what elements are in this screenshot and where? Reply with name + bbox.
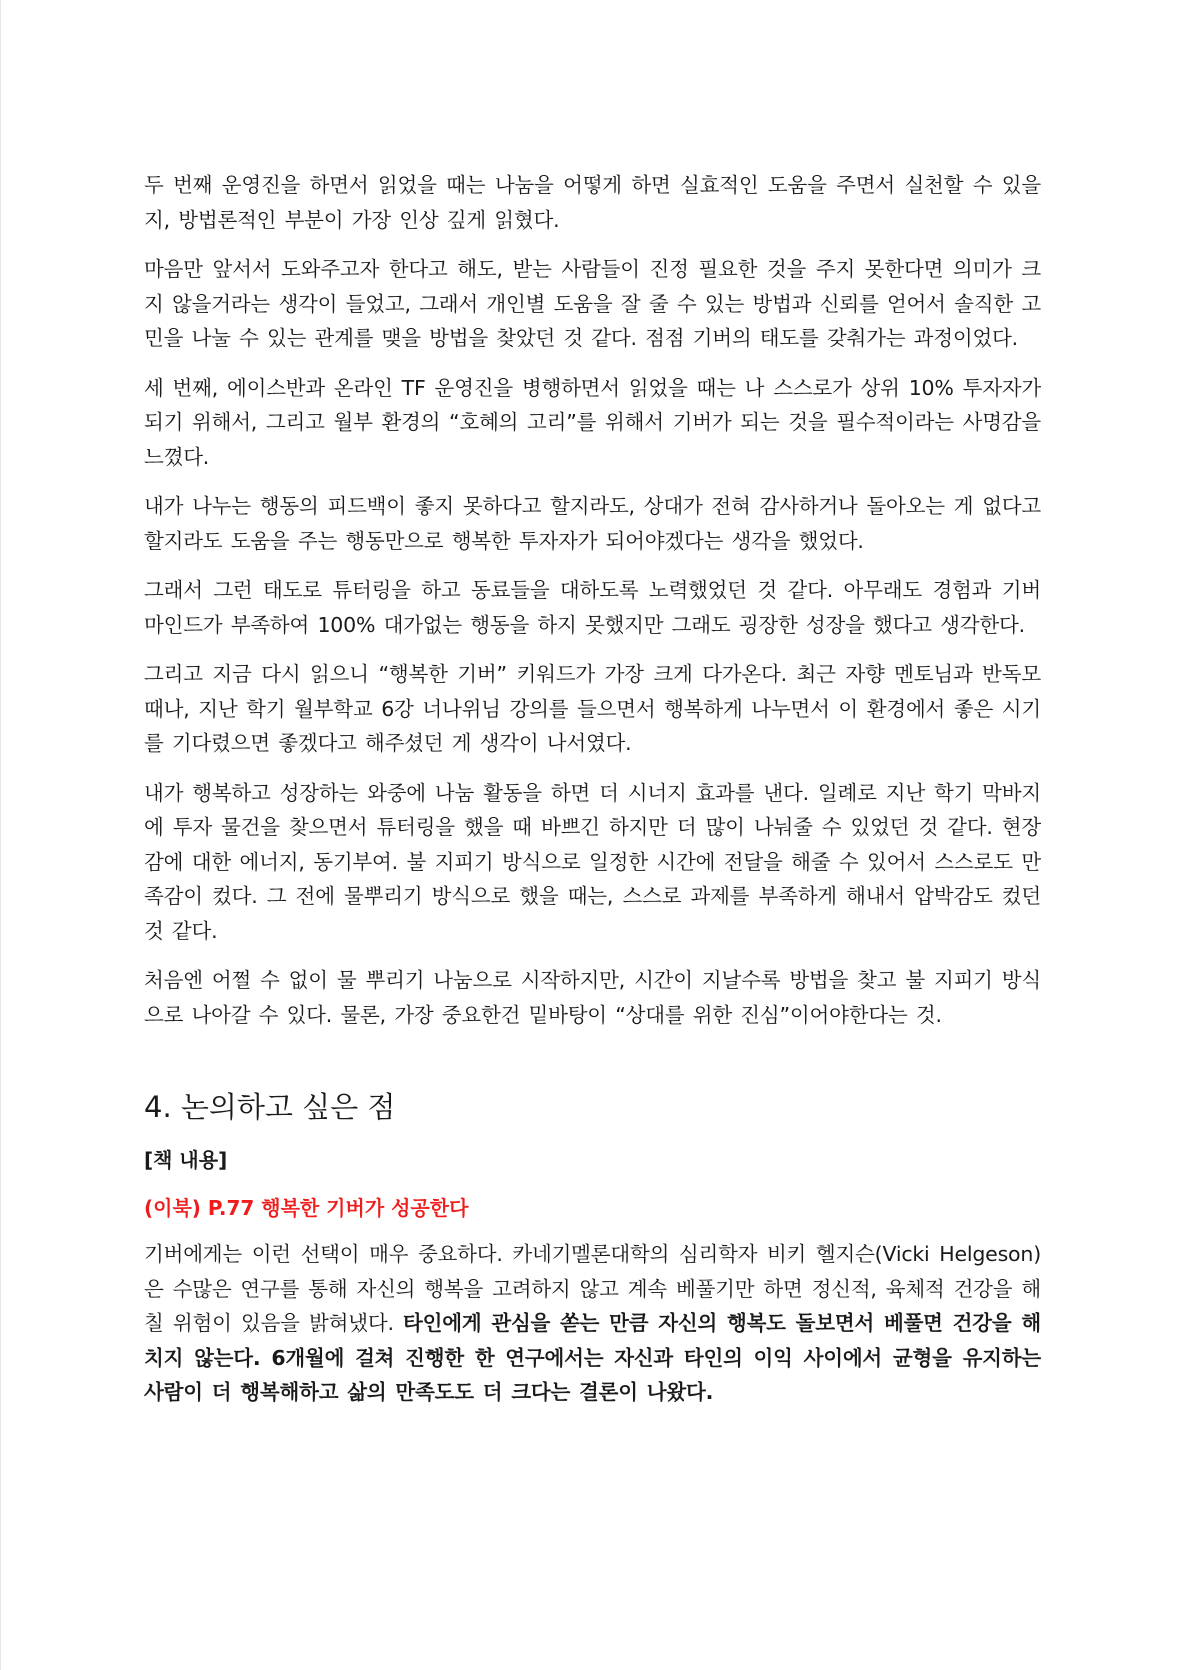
paragraph-2: 마음만 앞서서 도와주고자 한다고 해도, 받는 사람들이 진정 필요한 것을 주지 못한다면 의미가 크지 않을거라는 생각이 들었고, 그래서 개인별 도움을 잘 줄 수 있는 방법과 신뢰를 얻어서 솔직한 고민을 나눌 수 있는 관계를 맺을 방법을 찾았던 것 같다. 점점 기버의 태도를 갖춰가는 과정이었다. <box>144 257 1041 350</box>
paragraph-4: 내가 나누는 행동의 피드백이 좋지 못하다고 할지라도, 상대가 전혀 감사하거나 돌아오는 게 없다고 할지라도 도움을 주는 행동만으로 행복한 투자자가 되어야겠다는 생각을 했었다. <box>144 494 1041 553</box>
quote-source-label: (이북) P.77 행복한 기버가 성공한다 <box>144 1196 469 1220</box>
book-content-label: [책 내용] <box>144 1148 228 1172</box>
paragraph-7: 내가 행복하고 성장하는 와중에 나눔 활동을 하면 더 시너지 효과를 낸다. 일례로 지난 학기 막바지에 투자 물건을 찾으면서 튜터링을 했을 때 바쁘긴 하지만 더 많이 나눠줄 수 있었던 것 같다. 현장감에 대한 에너지, 동기부여. 불 지피기 방식으로 일정한 시간에 전달을 해줄 수 있어서 스스로도 만족감이 컸다. 그 전에 물뿌리기 방식으로 했을 때는, 스스로 과제를 부족하게 해내서 압박감도 컸던 것 같다. <box>144 780 1041 943</box>
paragraph-8: 처음엔 어쩔 수 없이 물 뿌리기 나눔으로 시작하지만, 시간이 지날수록 방법을 찾고 불 지피기 방식으로 나아갈 수 있다. 물론, 가장 중요한건 밑바탕이 “상대를 위한 진심”이어야한다는 것. <box>144 968 1041 1027</box>
quote-bold-text: 타인에게 관심을 쏟는 만큼 자신의 행복도 돌보면서 베풀면 건강을 해치지 않는다. 6개월에 걸쳐 진행한 한 연구에서는 자신과 타인의 이익 사이에서 균형을 유지하는 사람이 더 행복해하고 삶의 만족도도 더 크다는 결론이 나왔다. <box>144 1311 1041 1404</box>
section-heading: 4. 논의하고 싶은 점 <box>144 1090 396 1124</box>
document-content <box>144 168 1041 1425</box>
quote-normal-text: 기버에게는 이런 선택이 매우 중요하다. 카네기멜론대학의 심리학자 비키 헬지슨(Vicki Helgeson)은 수많은 연구를 통해 자신의 행복을 고려하지 않고 계속 베풀기만 하면 정신적, 육체적 건강을 해칠 위험이 있음을 밝혀냈다. <box>144 1242 1041 1335</box>
paragraph-6: 그리고 지금 다시 읽으니 “행복한 기버” 키워드가 가장 크게 다가온다. 최근 자향 멘토님과 반독모 때나, 지난 학기 월부학교 6강 너나위님 강의를 들으면서 행복하게 나누면서 이 환경에서 좋은 시기를 기다렸으면 좋겠다고 해주셨던 게 생각이 나서였다. <box>144 662 1041 755</box>
paragraph-3: 세 번째, 에이스반과 온라인 TF 운영진을 병행하면서 읽었을 때는 나 스스로가 상위 10% 투자자가 되기 위해서, 그리고 월부 환경의 “호혜의 고리”를 위해서 기버가 되는 것을 필수적이라는 사명감을 느꼈다. <box>144 375 1041 469</box>
paragraph-5: 그래서 그런 태도로 튜터링을 하고 동료들을 대하도록 노력했었던 것 같다. 아무래도 경험과 기버 마인드가 부족하여 100% 대가없는 행동을 하지 못했지만 그래도 굉장한 성장을 했다고 생각한다. <box>144 578 1041 637</box>
quote-paragraph <box>144 1237 1041 1410</box>
paragraph-1: 두 번째 운영진을 하면서 읽었을 때는 나눔을 어떻게 하면 실효적인 도움을 주면서 실천할 수 있을지, 방법론적인 부분이 가장 인상 깊게 읽혔다. <box>144 173 1041 232</box>
